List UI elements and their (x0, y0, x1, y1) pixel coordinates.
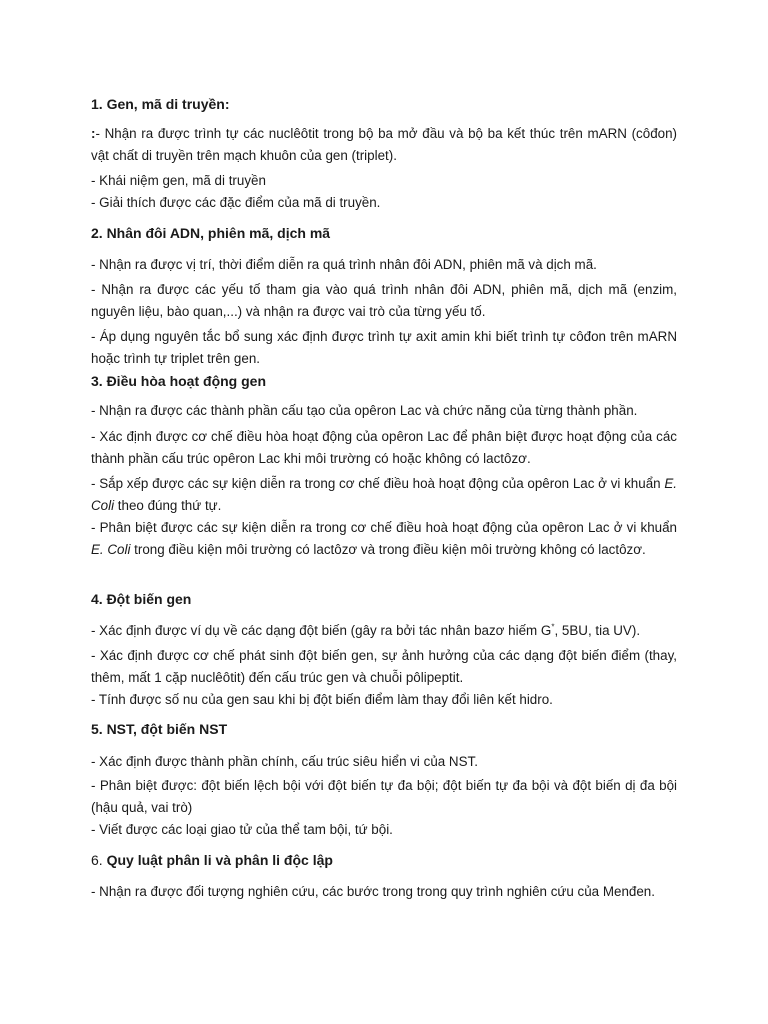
section-4-item-1-after: , 5BU, tia UV). (554, 623, 641, 638)
section-4-item-1 (91, 620, 677, 642)
section-1-heading: 1. Gen, mã di truyền: (91, 96, 230, 112)
section-6-heading-text: Quy luật phân li và phân li độc lập (102, 852, 333, 868)
section-3-item-2: - Xác định được cơ chế điều hòa hoạt động của opêron Lac để phân biệt được hoạt động của các thành phần cấu trúc opêron Lac khi môi trường có hoặc không có lactôzơ. (91, 429, 677, 466)
section-4-heading: 4. Đột biến gen (91, 591, 192, 607)
section-6-heading (91, 850, 333, 870)
section-1-item-1: :- Nhận ra được trình tự các nuclêôtit trong bộ ba mở đầu và bộ ba kết thúc trên mARN (côđon) vật chất di truyền trên mạch khuôn của gen (triplet). (91, 126, 677, 163)
section-2-item-1: - Nhận ra được vị trí, thời điểm diễn ra quá trình nhân đôi ADN, phiên mã và dịch mã. (91, 257, 597, 272)
section-3-item-3-species: E. Coli (91, 476, 677, 513)
section-5-item-1: - Xác định được thành phần chính, cấu trúc siêu hiển vi của NST. (91, 754, 478, 769)
section-3-item-4-after: trong điều kiện môi trường có lactôzơ và trong điều kiện môi trường không có lactôzơ. (130, 542, 646, 557)
section-3-item-3 (91, 473, 677, 517)
section-3-item-1: - Nhận ra được các thành phần cấu tạo của opêron Lac và chức năng của từng thành phần. (91, 403, 638, 418)
section-4-item-1-before: - Xác định được ví dụ về các dạng đột biến (gây ra bởi tác nhân bazơ hiếm G (91, 623, 552, 638)
section-2-heading: 2. Nhân đôi ADN, phiên mã, dịch mã (91, 225, 331, 241)
section-4-item-3: - Tính được số nu của gen sau khi bị đột biến điểm làm thay đổi liên kết hidro. (91, 692, 553, 707)
section-5-item-3: - Viết được các loại giao tử của thể tam bội, tứ bội. (91, 822, 393, 837)
section-3-item-3-before: - Sắp xếp được các sự kiện diễn ra trong cơ chế điều hoà hoạt động của opêron Lac ở vi khuẩn (91, 476, 665, 491)
section-6-heading-number: 6. (91, 852, 103, 868)
section-1-item-3: - Giải thích được các đặc điểm của mã di truyền. (91, 195, 381, 210)
section-1-item-1-text: - Nhận ra được trình tự các nuclêôtit trong bộ ba mở đầu và bộ ba kết thúc trên mARN (côđon) vật chất di truyền trên mạch khuôn của gen (triplet). (91, 126, 677, 163)
section-5-item-2: - Phân biệt được: đột biến lệch bội với đột biến tự đa bội; đột biến tự đa bội và đột biến dị đa bội (hậu quả, vai trò) (91, 778, 677, 815)
section-3-item-4-before: - Phân biệt được các sự kiện diễn ra trong cơ chế điều hoà hoạt động của opêron Lac ở vi khuẩn (91, 520, 677, 535)
section-3-heading: 3. Điều hòa hoạt động gen (91, 373, 266, 389)
section-2-item-3: - Áp dụng nguyên tắc bổ sung xác định được trình tự axit amin khi biết trình tự côđon trên mARN hoặc trình tự triplet trên gen. (91, 329, 677, 366)
section-3-item-3-after: theo đúng thứ tự. (114, 498, 222, 513)
section-4-item-1-sup: * (551, 622, 555, 632)
section-5-heading: 5. NST, đột biến NST (91, 721, 228, 737)
section-1-item-2: - Khái niệm gen, mã di truyền (91, 173, 266, 188)
section-4-item-2: - Xác định được cơ chế phát sinh đột biến gen, sự ảnh hưởng của các dạng đột biến điểm (thay, thêm, mất 1 cặp nuclêôtit) đến cấu trúc gen và chuỗi pôlipeptit. (91, 648, 677, 685)
section-3-item-4 (91, 517, 677, 561)
section-3-item-4-species: E. Coli (91, 542, 131, 557)
section-6-item-1: - Nhận ra được đối tượng nghiên cứu, các bước trong trong quy trình nghiên cứu của Menđen. (91, 884, 655, 899)
section-2-item-2: - Nhận ra được các yếu tố tham gia vào quá trình nhân đôi ADN, phiên mã, dịch mã (enzim, nguyên liệu, bào quan,...) và nhận ra được vai trò của từng yếu tố. (91, 282, 677, 319)
